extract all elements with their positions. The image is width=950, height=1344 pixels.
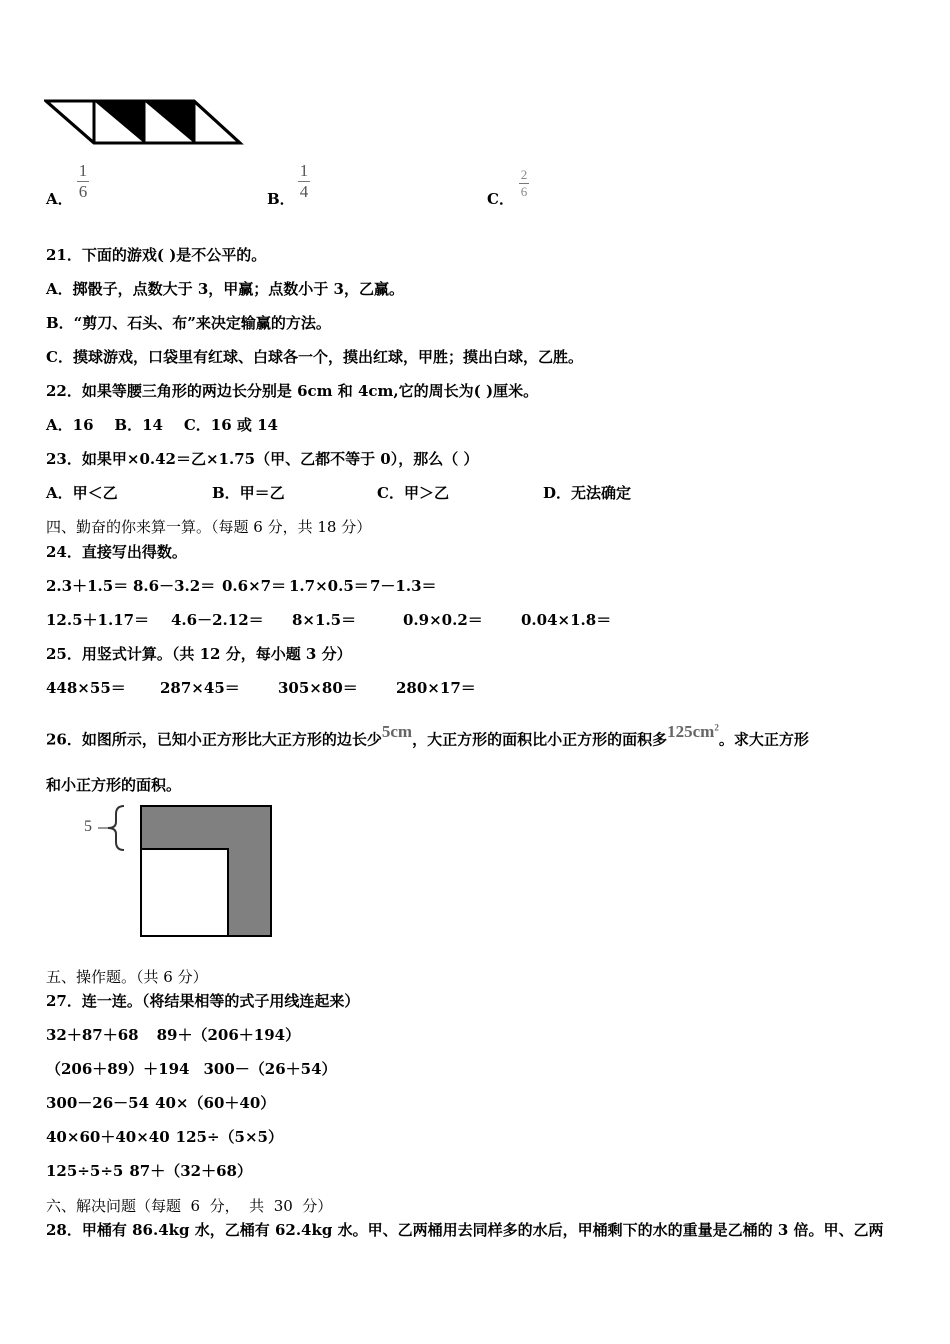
q22-options: A．16 B．14 C．16 或 14: [46, 416, 278, 434]
q27-row: 125÷5÷5 87＋（32＋68）: [46, 1162, 252, 1180]
q27-row: 32＋87＋68 89＋（206＋194）: [46, 1026, 301, 1044]
q24-row2-item: 12.5＋1.17＝: [46, 611, 150, 629]
q21-stem: 21．下面的游戏( )是不公平的。: [46, 246, 267, 264]
q24-row2-item: 4.6－2.12＝: [171, 611, 264, 629]
option-c-fraction: 2 6: [520, 167, 528, 199]
q27-row: （206＋89）＋194 300－（26＋54）: [46, 1060, 337, 1078]
q24-row2-item: 8×1.5＝: [292, 611, 357, 629]
figure-label-5: 5: [84, 818, 92, 835]
q27-row: 300－26－54 40×（60＋40）: [46, 1094, 276, 1112]
q23-option-b: B．甲＝乙: [212, 484, 285, 502]
q23-option-d: D．无法确定: [543, 484, 632, 502]
q24-row2-item: 0.04×1.8＝: [521, 611, 612, 629]
q21-option-c: C．摸球游戏，口袋里有红球、白球各一个，摸出红球，甲胜；摸出白球，乙胜。: [46, 348, 583, 366]
q27-stem: 27．连一连。（将结果相等的式子用线连起来）: [46, 992, 360, 1010]
q26-text-line2: 和小正方形的面积。: [46, 776, 182, 794]
q24-row1-item: 8.6－3.2＝: [133, 577, 216, 595]
q26-part3: 。求大正方形: [718, 730, 809, 749]
q26-part1: 26．如图所示，已知小正方形比大正方形的边长少: [46, 730, 382, 749]
shaded-triangle-1: [94, 101, 144, 143]
q24-row1-item: 1.7×0.5＝: [289, 577, 369, 595]
q28-text: 28．甲桶有 86.4kg 水，乙桶有 62.4kg 水。甲、乙两桶用去同样多的水后，甲桶剩下的水的重量是乙桶的 3 倍。甲、乙两: [46, 1221, 884, 1239]
q24-row1-item: 7－1.3＝: [370, 577, 437, 595]
q25-stem: 25．用竖式计算。（共 12 分，每小题 3 分）: [46, 645, 352, 663]
section-4-heading: 四、勤奋的你来算一算。（每题 6 分，共 18 分）: [46, 518, 372, 536]
q26-text-line1: [46, 721, 809, 750]
q24-row1-item: 0.6×7＝: [222, 577, 287, 595]
q25-item: 287×45＝: [160, 679, 240, 697]
parallelogram-figure: [44, 98, 244, 146]
q25-item: 280×17＝: [396, 679, 476, 697]
small-square: [140, 848, 229, 937]
q26-part2: ，大正方形的面积比小正方形的面积多: [412, 730, 668, 749]
brace-icon: [98, 804, 128, 852]
q23-option-a: A．甲＜乙: [46, 484, 118, 502]
q24-row2-item: 0.9×0.2＝: [403, 611, 483, 629]
option-c-label: C．: [487, 190, 514, 208]
q26-value-125cm2: $125cm^2$: [667, 721, 719, 741]
q26-value-5cm: 5cm: [381, 721, 413, 741]
q25-item: 448×55＝: [46, 679, 126, 697]
q21-option-b: B．“剪刀、石头、布”来决定输赢的方法。: [46, 314, 331, 332]
q23-option-c: C．甲＞乙: [377, 484, 449, 502]
option-a-label: A．: [46, 190, 73, 208]
option-b-label: B．: [267, 190, 295, 208]
squares-figure: [84, 804, 274, 940]
q22-stem: 22．如果等腰三角形的两边长分别是 6cm 和 4cm,它的周长为( )厘米。: [46, 382, 539, 400]
q21-option-a: A．掷骰子，点数大于 3，甲赢；点数小于 3，乙赢。: [46, 280, 404, 298]
q27-row: 40×60＋40×40 125÷（5×5）: [46, 1128, 283, 1146]
q25-item: 305×80＝: [278, 679, 358, 697]
option-a-fraction: 1 6: [78, 161, 88, 201]
shaded-triangle-2: [144, 101, 194, 143]
q23-stem: 23．如果甲×0.42＝乙×1.75（甲、乙都不等于 0），那么（ ）: [46, 450, 479, 468]
q24-row1-item: 2.3＋1.5＝: [46, 577, 129, 595]
section-5-heading: 五、操作题。（共 6 分）: [46, 968, 208, 986]
option-b-fraction: 1 4: [299, 161, 309, 201]
section-6-heading: 六、解决问题（每题 6 分， 共 30 分）: [46, 1197, 333, 1215]
q24-stem: 24．直接写出得数。: [46, 543, 187, 561]
